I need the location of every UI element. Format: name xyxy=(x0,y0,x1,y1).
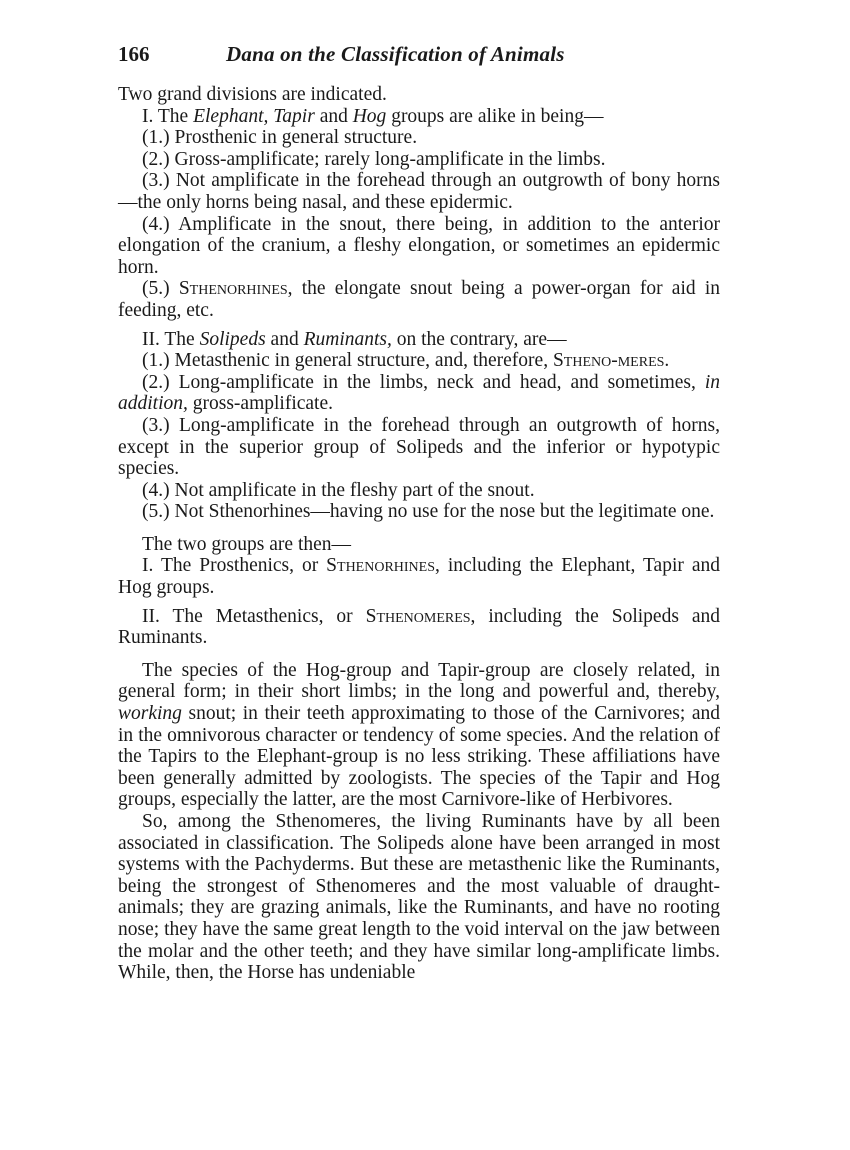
paragraph xyxy=(118,84,720,106)
text-run: The species of the Hog-group and Tapir-group are closely related, in general form; in their short limbs; in the long and powerful and, thereby, xyxy=(118,659,720,703)
paragraph xyxy=(118,501,720,523)
paragraph xyxy=(118,214,720,279)
text-run: (3.) Long-amplificate in the forehead through an outgrowth of horns, except in the superior group of Solipeds and the inferior or hypotypic species. xyxy=(118,414,720,480)
page-number: 166 xyxy=(118,42,150,66)
book-page xyxy=(118,42,720,984)
italic-text: Elephant, xyxy=(193,105,269,127)
italic-text: Tapir xyxy=(273,105,315,127)
italic-text: Solipeds xyxy=(199,328,266,350)
text-run: (5.) xyxy=(142,278,179,300)
paragraph xyxy=(118,534,720,556)
text-run: Two grand divisions are indicated. xyxy=(118,84,387,105)
text-run: and xyxy=(265,328,304,350)
text-run: including the Elephant, Tapir and Hog groups. xyxy=(118,555,720,599)
page-header xyxy=(118,42,720,72)
italic-text: working xyxy=(118,703,182,725)
paragraph xyxy=(118,127,720,149)
text-run: gross-amplificate. xyxy=(187,393,334,415)
paragraph xyxy=(118,149,720,171)
paragraph xyxy=(118,372,720,415)
italic-text: Hog xyxy=(352,105,387,127)
paragraph xyxy=(118,660,720,811)
italic-text: in addition, xyxy=(118,371,720,415)
italic-text: Ruminants, xyxy=(303,328,392,350)
text-run: (3.) Not amplificate in the forehead through an outgrowth of bony horns—the only horns being nasal, and these epidermic. xyxy=(118,170,720,213)
text-run: So, among the Sthenomeres, the living Ruminants have by all been associated in classification. The Solipeds alone have been arranged in most systems with the Pachyderms. But these are metasthenic like the Ruminants, being the strongest of Sthenomeres and the most valuable of draught-animals; they are grazing animals, like the Ruminants, and have no rooting nose; they have the same great length to the void interval on the jaw between the molar and the other teeth; and they have similar long-amplificate limbs. While, then, the Horse has undeniable xyxy=(118,811,720,984)
small-caps-text: Sthenorhines, xyxy=(326,555,440,577)
text-run: the elongate snout being a power-organ for aid in feeding, etc. xyxy=(118,278,720,321)
paragraph xyxy=(118,555,720,598)
paragraph xyxy=(118,480,720,502)
text-run: The two groups are then— xyxy=(142,533,352,555)
small-caps-text: Sthenomeres, xyxy=(365,605,476,627)
text-run: snout; in their teeth approximating to those of the Carnivores; and in the omnivorous character or tendency of some species. And the relation of the Tapirs to the Elephant-group is no less striking. These affiliations have been generally admitted by zoologists. The species of the Tapir and Hog groups, especially the latter, are the most Carnivore-like of Herbivores. xyxy=(118,703,720,811)
text-run: II. The xyxy=(142,328,200,350)
text-run: groups are alike in being— xyxy=(386,105,604,127)
small-caps-text: Sthenorhines, xyxy=(178,278,293,300)
paragraph xyxy=(118,106,720,128)
paragraph xyxy=(118,329,720,351)
text-run: (2.) Gross-amplificate; rarely long-amplificate in the limbs. xyxy=(142,148,606,170)
text-run: (2.) Long-amplificate in the limbs, neck and head, and sometimes, xyxy=(142,371,705,393)
text-run: I. The Prosthenics, or xyxy=(142,555,327,577)
text-run: (4.) Not amplificate in the fleshy part of the snout. xyxy=(142,479,535,501)
text-run: (1.) Metasthenic in general structure, and, therefore, xyxy=(142,350,553,372)
body-text xyxy=(118,84,720,984)
paragraph xyxy=(118,606,720,649)
text-run: I. The xyxy=(142,105,194,127)
paragraph xyxy=(118,278,720,321)
text-run: (1.) Prosthenic in general structure. xyxy=(142,127,418,149)
text-run: II. The Metasthenics, or xyxy=(142,605,366,627)
paragraph xyxy=(118,350,720,372)
text-run: on the contrary, are— xyxy=(391,328,567,350)
paragraph xyxy=(118,415,720,480)
small-caps-text: Stheno-meres. xyxy=(552,350,670,372)
text-run: (5.) Not Sthenorhines—having no use for the nose but the legitimate one. xyxy=(142,501,715,523)
text-run: (4.) Amplificate in the snout, there being, in addition to the anterior elongation of the cranium, a fleshy elongation, or sometimes an epidermic horn. xyxy=(118,213,720,278)
text-run: including the Solipeds and Ruminants. xyxy=(118,605,720,649)
paragraph xyxy=(118,811,720,984)
running-title: Dana on the Classification of Animals xyxy=(226,42,565,66)
text-run: and xyxy=(314,105,353,127)
paragraph xyxy=(118,170,720,213)
